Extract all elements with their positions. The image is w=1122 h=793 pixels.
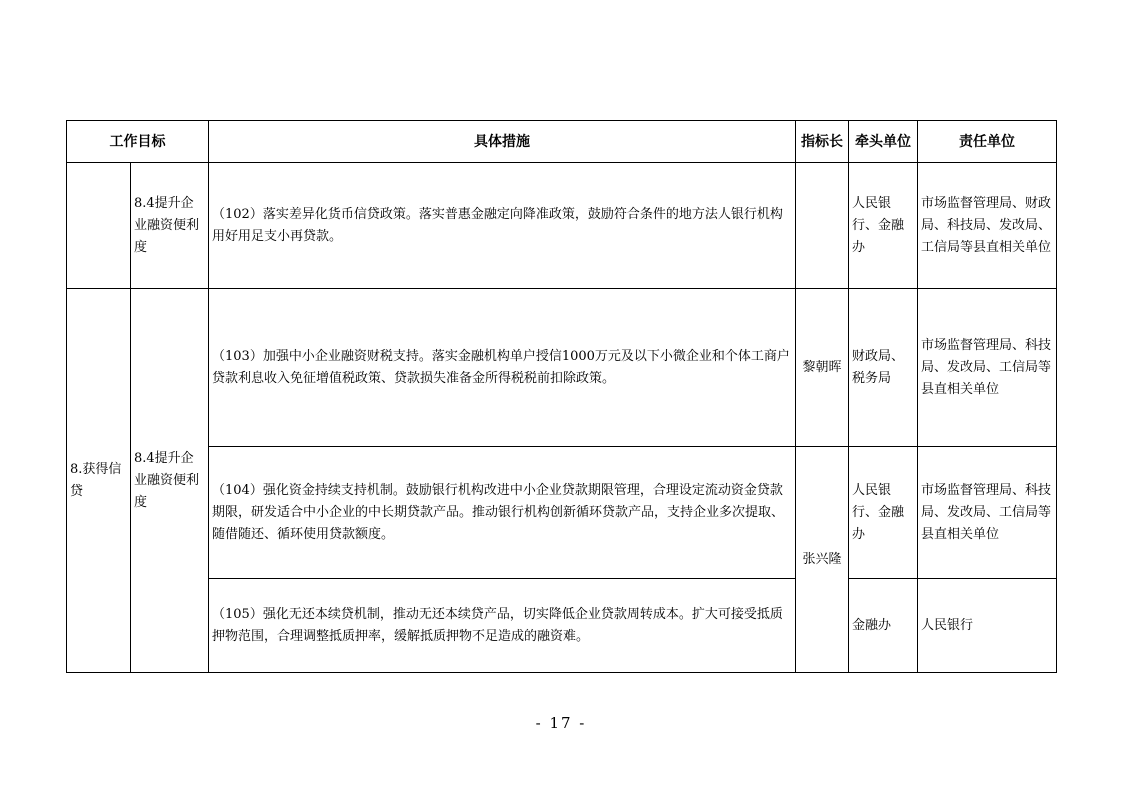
table-header-row <box>67 121 1057 163</box>
measure-cell: （104）强化资金持续支持机制。鼓励银行机构改进中小企业贷款期限管理，合理设定流动资金贷款期限，研发适合中小企业的中长期贷款产品。推动银行机构创新循环贷款产品，支持企业多次提取、随借随还、循环使用贷款额度。 <box>209 447 796 579</box>
table-row <box>67 289 1057 447</box>
measures-table <box>66 120 1057 673</box>
page-number: - 17 - <box>535 714 587 732</box>
table-row <box>67 163 1057 289</box>
header-lead-unit: 牵头单位 <box>849 121 918 163</box>
lead-unit-cell: 人民银行、金融办 <box>849 163 918 289</box>
responsible-unit-cell: 市场监督管理局、科技局、发改局、工信局等县直相关单位 <box>918 289 1057 447</box>
indicator-lead-cell <box>796 163 849 289</box>
responsible-unit-cell: 市场监督管理局、科技局、发改局、工信局等县直相关单位 <box>918 447 1057 579</box>
measure-cell: （105）强化无还本续贷机制，推动无还本续贷产品，切实降低企业贷款周转成本。扩大可接受抵质押物范围，合理调整抵质押率，缓解抵质押物不足造成的融资难。 <box>209 579 796 673</box>
table-row <box>67 579 1057 673</box>
goal-cell <box>67 163 131 289</box>
sub-goal-cell: 8.4提升企业融资便利度 <box>131 289 209 673</box>
lead-unit-cell: 财政局、税务局 <box>849 289 918 447</box>
indicator-lead-cell: 张兴隆 <box>796 447 849 673</box>
lead-unit-cell: 金融办 <box>849 579 918 673</box>
sub-goal-cell: 8.4提升企业融资便利度 <box>131 163 209 289</box>
responsible-unit-cell: 人民银行 <box>918 579 1057 673</box>
measure-cell: （103）加强中小企业融资财税支持。落实金融机构单户授信1000万元及以下小微企业和个体工商户贷款利息收入免征增值税政策、贷款损失准备金所得税税前扣除政策。 <box>209 289 796 447</box>
table-row <box>67 447 1057 579</box>
measure-cell: （102）落实差异化货币信贷政策。落实普惠金融定向降准政策，鼓励符合条件的地方法人银行机构用好用足支小再贷款。 <box>209 163 796 289</box>
lead-unit-cell: 人民银行、金融办 <box>849 447 918 579</box>
header-goal: 工作目标 <box>67 121 209 163</box>
header-measure: 具体措施 <box>209 121 796 163</box>
header-indicator-lead: 指标长 <box>796 121 849 163</box>
indicator-lead-cell: 黎朝晖 <box>796 289 849 447</box>
header-responsible-unit: 责任单位 <box>918 121 1057 163</box>
responsible-unit-cell: 市场监督管理局、财政局、科技局、发改局、工信局等县直相关单位 <box>918 163 1057 289</box>
goal-cell: 8.获得信贷 <box>67 289 131 673</box>
